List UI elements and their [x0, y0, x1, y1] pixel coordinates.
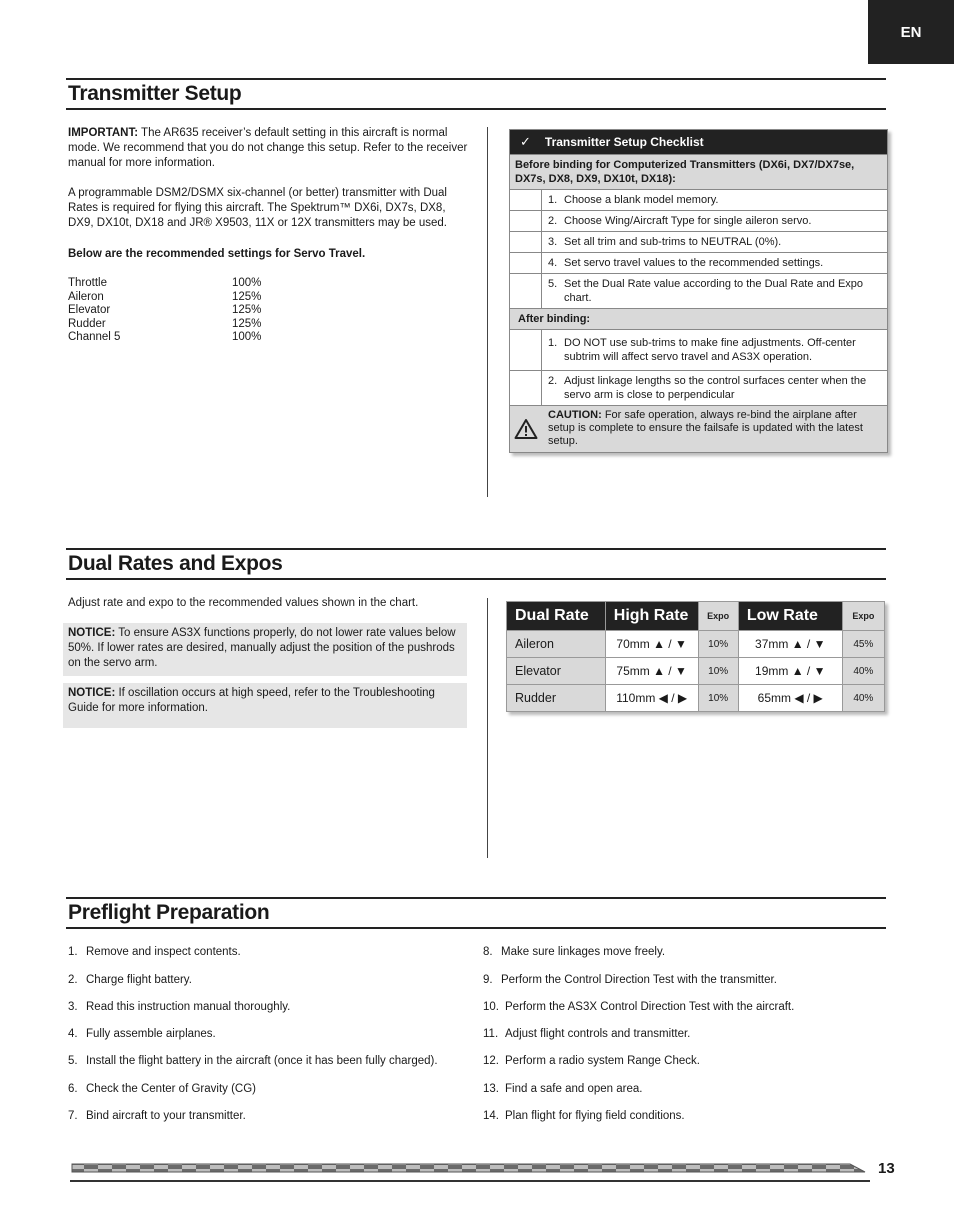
- column-divider: [487, 127, 488, 497]
- column-header: Dual Rate: [507, 602, 606, 631]
- checklist-row: 2. Choose Wing/Aircraft Type for single aileron servo.: [510, 210, 887, 231]
- after-binding-label: After binding:: [510, 308, 887, 329]
- column-divider: [487, 598, 488, 858]
- table-cell: 65mm ◀ / ▶: [738, 685, 842, 712]
- column-header: High Rate: [605, 602, 698, 631]
- preflight-header: [66, 897, 886, 929]
- caution-box: [510, 405, 887, 452]
- checklist-row: 3. Set all trim and sub-trims to NEUTRAL (0%).: [510, 231, 887, 252]
- table-row: [507, 658, 885, 685]
- column-header: Low Rate: [738, 602, 842, 631]
- before-binding-label: Before binding for Computerized Transmitters (DX6i, DX7/DX7se, DX7s, DX8, DX9, DX10t, DX18):: [510, 154, 887, 189]
- checklist-row: 5. Set the Dual Rate value according to the Dual Rate and Expo chart.: [510, 273, 887, 308]
- checkered-footer-bar: [70, 1161, 866, 1175]
- servo-travel-row: Throttle 100%: [68, 277, 262, 289]
- checklist-row: 2. Adjust linkage lengths so the control surfaces center when the servo arm is close to perpendicular: [510, 370, 887, 405]
- dual-rates-intro: Adjust rate and expo to the recommended values shown in the chart.: [68, 597, 419, 609]
- servo-travel-intro: Below are the recommended settings for Servo Travel.: [68, 248, 366, 260]
- list-item: 4. Fully assemble airplanes.: [68, 1028, 216, 1040]
- section-title: Transmitter Setup: [68, 82, 242, 105]
- checkbox[interactable]: [510, 330, 542, 370]
- important-text: The AR635 receiver’s default setting in this aircraft is normal mode. We recommend that you do not change this setup. Refer to the receiver manual for more information.: [68, 127, 468, 169]
- servo-travel-row: Channel 5 100%: [68, 331, 262, 343]
- table-cell: 10%: [698, 658, 738, 685]
- list-item: 12. Perform a radio system Range Check.: [483, 1055, 700, 1067]
- table-row: [507, 631, 885, 658]
- table-cell: 10%: [698, 685, 738, 712]
- checkbox[interactable]: [510, 371, 542, 405]
- list-item: 1. Remove and inspect contents.: [68, 946, 241, 958]
- checklist-row: 1. DO NOT use sub-trims to make fine adjustments. Off-center subtrim will affect servo travel and AS3X operation.: [510, 329, 887, 370]
- list-item: 8. Make sure linkages move freely.: [483, 946, 666, 958]
- checkbox[interactable]: [510, 274, 542, 308]
- checkbox[interactable]: [510, 190, 542, 210]
- column-header: Expo: [698, 602, 738, 631]
- table-cell: 19mm ▲ / ▼: [738, 658, 842, 685]
- table-cell: 37mm ▲ / ▼: [738, 631, 842, 658]
- transmitter-setup-header: [66, 78, 886, 110]
- list-item: 2. Charge flight battery.: [68, 974, 192, 986]
- table-cell: Rudder: [507, 685, 606, 712]
- checkmark-icon: ✓: [520, 134, 531, 149]
- table-cell: 40%: [842, 658, 884, 685]
- caution-text: For safe operation, always re-bind the airplane after setup is complete to ensure the failsafe is updated with the latest setup.: [548, 409, 863, 447]
- checklist-title: Transmitter Setup Checklist: [544, 135, 704, 149]
- list-item: 13. Find a safe and open area.: [483, 1083, 643, 1095]
- footer-rule: [70, 1180, 870, 1182]
- servo-travel-row: Elevator 125%: [68, 304, 262, 316]
- page-number: 13: [878, 1160, 895, 1177]
- table-cell: Elevator: [507, 658, 606, 685]
- servo-travel-row: Rudder 125%: [68, 317, 262, 330]
- servo-travel-row: Aileron 125%: [68, 290, 262, 303]
- table-cell: 40%: [842, 685, 884, 712]
- checklist-row: 1. Choose a blank model memory.: [510, 189, 887, 210]
- table-cell: 70mm ▲ / ▼: [605, 631, 698, 658]
- checklist-header: [510, 130, 887, 154]
- column-header: Expo: [842, 602, 884, 631]
- transmitter-setup-checklist: [509, 129, 888, 453]
- list-item: 5. Install the flight battery in the aircraft (once it has been fully charged).: [68, 1055, 438, 1067]
- important-label: IMPORTANT:: [68, 127, 139, 139]
- list-item: 6. Check the Center of Gravity (CG): [68, 1083, 256, 1095]
- list-item: 14. Plan flight for flying field conditions.: [483, 1110, 685, 1122]
- list-item: 11. Adjust flight controls and transmitter.: [483, 1028, 691, 1040]
- list-item: 10. Perform the AS3X Control Direction Test with the aircraft.: [483, 1001, 795, 1013]
- programmable-paragraph: A programmable DSM2/DSMX six-channel (or better) transmitter with Dual Rates is required for flying this aircraft. The Spektrum™ DX6i, DX7s, DX8, DX9, DX10t, DX18 and JR® X9503, 11X or 12X transmitters may be used.: [68, 187, 448, 229]
- list-item: 9. Perform the Control Direction Test with the transmitter.: [483, 974, 777, 986]
- table-cell: 75mm ▲ / ▼: [605, 658, 698, 685]
- dual-rate-table: [506, 601, 885, 712]
- list-item: 7. Bind aircraft to your transmitter.: [68, 1110, 246, 1122]
- checklist-row: 4. Set servo travel values to the recommended settings.: [510, 252, 887, 273]
- section-title: Preflight Preparation: [68, 901, 270, 924]
- table-header-row: [507, 602, 885, 631]
- table-row: [507, 685, 885, 712]
- list-item: 3. Read this instruction manual thoroughly.: [68, 1001, 291, 1013]
- caution-label: CAUTION:: [548, 409, 602, 421]
- checkbox[interactable]: [510, 211, 542, 231]
- warning-triangle-icon: [510, 406, 542, 452]
- notice-box: NOTICE: To ensure AS3X functions properly, do not lower rate values below 50%. If lower rates are desired, manually adjust the position of the pushrods on the servo arm.: [63, 623, 467, 676]
- checkbox[interactable]: [510, 232, 542, 252]
- checkbox[interactable]: [510, 253, 542, 273]
- important-paragraph: [68, 126, 468, 171]
- table-cell: 10%: [698, 631, 738, 658]
- table-cell: Aileron: [507, 631, 606, 658]
- dual-rates-header: [66, 548, 886, 580]
- table-cell: 45%: [842, 631, 884, 658]
- section-title: Dual Rates and Expos: [68, 552, 283, 575]
- table-cell: 110mm ◀ / ▶: [605, 685, 698, 712]
- language-tab: EN: [868, 0, 954, 64]
- servo-travel-list: [68, 277, 328, 345]
- notice-box: NOTICE: If oscillation occurs at high speed, refer to the Troubleshooting Guide for more information.: [63, 683, 467, 728]
